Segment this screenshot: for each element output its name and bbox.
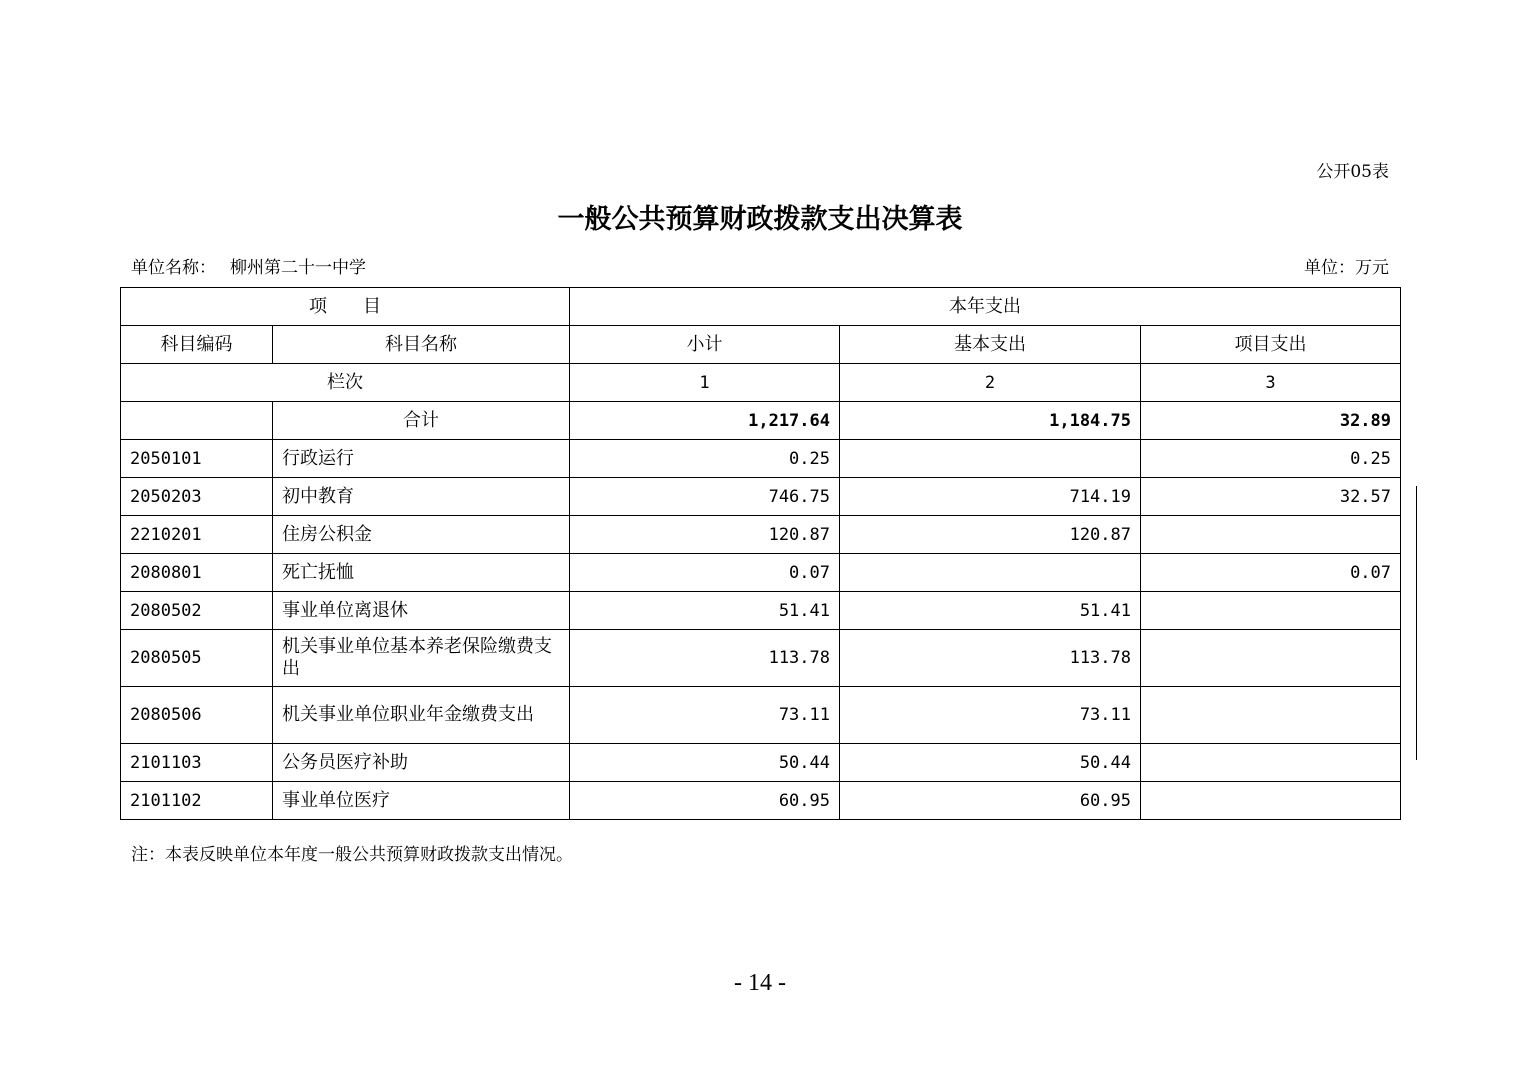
margin-divider [1416, 486, 1417, 760]
table-code: 公开05表 [1316, 162, 1389, 182]
table-note: 注：本表反映单位本年度一般公共预算财政拨款支出情况。 [131, 845, 573, 865]
budget-table [120, 287, 1401, 820]
row-subtotal: 73.11 [570, 687, 840, 744]
table-row [121, 630, 1401, 687]
header-col-2: 2 [840, 364, 1141, 402]
table-row [121, 478, 1401, 516]
row-subtotal: 0.25 [570, 440, 840, 478]
row-basic: 50.44 [840, 744, 1141, 782]
row-basic [840, 554, 1141, 592]
table-row [121, 744, 1401, 782]
row-project [1141, 687, 1401, 744]
row-code: 2050203 [121, 478, 273, 516]
header-subject-code: 科目编码 [121, 326, 273, 364]
row-project [1141, 630, 1401, 687]
table-row [121, 592, 1401, 630]
row-project [1141, 782, 1401, 820]
header-row-2 [121, 326, 1401, 364]
unit-label: 单位：万元 [1304, 258, 1389, 278]
row-name: 事业单位医疗 [273, 782, 570, 820]
row-project [1141, 744, 1401, 782]
row-code: 2101102 [121, 782, 273, 820]
header-subtotal: 小计 [570, 326, 840, 364]
table-row [121, 782, 1401, 820]
row-project [1141, 592, 1401, 630]
row-code: 2210201 [121, 516, 273, 554]
header-basic: 基本支出 [840, 326, 1141, 364]
row-project: 32.57 [1141, 478, 1401, 516]
row-code: 2080801 [121, 554, 273, 592]
row-basic [840, 440, 1141, 478]
header-column-index: 栏次 [121, 364, 570, 402]
header-col-1: 1 [570, 364, 840, 402]
unit-name-value: 柳州第二十一中学 [230, 258, 366, 278]
row-basic: 51.41 [840, 592, 1141, 630]
total-code-cell [121, 402, 273, 440]
row-subtotal: 50.44 [570, 744, 840, 782]
header-subject-name: 科目名称 [273, 326, 570, 364]
unit-name-label: 单位名称： [131, 258, 216, 278]
header-item: 项 目 [121, 288, 570, 326]
row-basic: 714.19 [840, 478, 1141, 516]
unit-name [131, 256, 366, 280]
header-row-1 [121, 288, 1401, 326]
row-name: 初中教育 [273, 478, 570, 516]
row-subtotal: 60.95 [570, 782, 840, 820]
total-row [121, 402, 1401, 440]
row-basic: 73.11 [840, 687, 1141, 744]
row-code: 2080502 [121, 592, 273, 630]
header-current-year: 本年支出 [570, 288, 1401, 326]
row-project: 0.07 [1141, 554, 1401, 592]
table-row [121, 516, 1401, 554]
total-subtotal: 1,217.64 [570, 402, 840, 440]
row-code: 2080505 [121, 630, 273, 687]
row-basic: 113.78 [840, 630, 1141, 687]
row-basic: 120.87 [840, 516, 1141, 554]
row-name: 公务员医疗补助 [273, 744, 570, 782]
row-subtotal: 120.87 [570, 516, 840, 554]
header-col-3: 3 [1141, 364, 1401, 402]
row-project [1141, 516, 1401, 554]
row-subtotal: 113.78 [570, 630, 840, 687]
page-title: 一般公共预算财政拨款支出决算表 [557, 204, 963, 235]
row-code: 2080506 [121, 687, 273, 744]
total-project: 32.89 [1141, 402, 1401, 440]
table-row [121, 440, 1401, 478]
header-row-index [121, 364, 1401, 402]
table-row [121, 687, 1401, 744]
row-subtotal: 51.41 [570, 592, 840, 630]
header-project: 项目支出 [1141, 326, 1401, 364]
row-name: 机关事业单位职业年金缴费支出 [273, 687, 570, 744]
row-basic: 60.95 [840, 782, 1141, 820]
row-project: 0.25 [1141, 440, 1401, 478]
row-name: 行政运行 [273, 440, 570, 478]
row-subtotal: 0.07 [570, 554, 840, 592]
row-code: 2101103 [121, 744, 273, 782]
row-name: 住房公积金 [273, 516, 570, 554]
row-subtotal: 746.75 [570, 478, 840, 516]
table-row [121, 554, 1401, 592]
total-basic: 1,184.75 [840, 402, 1141, 440]
page-number: - 14 - [734, 970, 786, 996]
row-name: 死亡抚恤 [273, 554, 570, 592]
row-code: 2050101 [121, 440, 273, 478]
row-name: 事业单位离退休 [273, 592, 570, 630]
row-name: 机关事业单位基本养老保险缴费支出 [273, 630, 570, 687]
total-label: 合计 [273, 402, 570, 440]
